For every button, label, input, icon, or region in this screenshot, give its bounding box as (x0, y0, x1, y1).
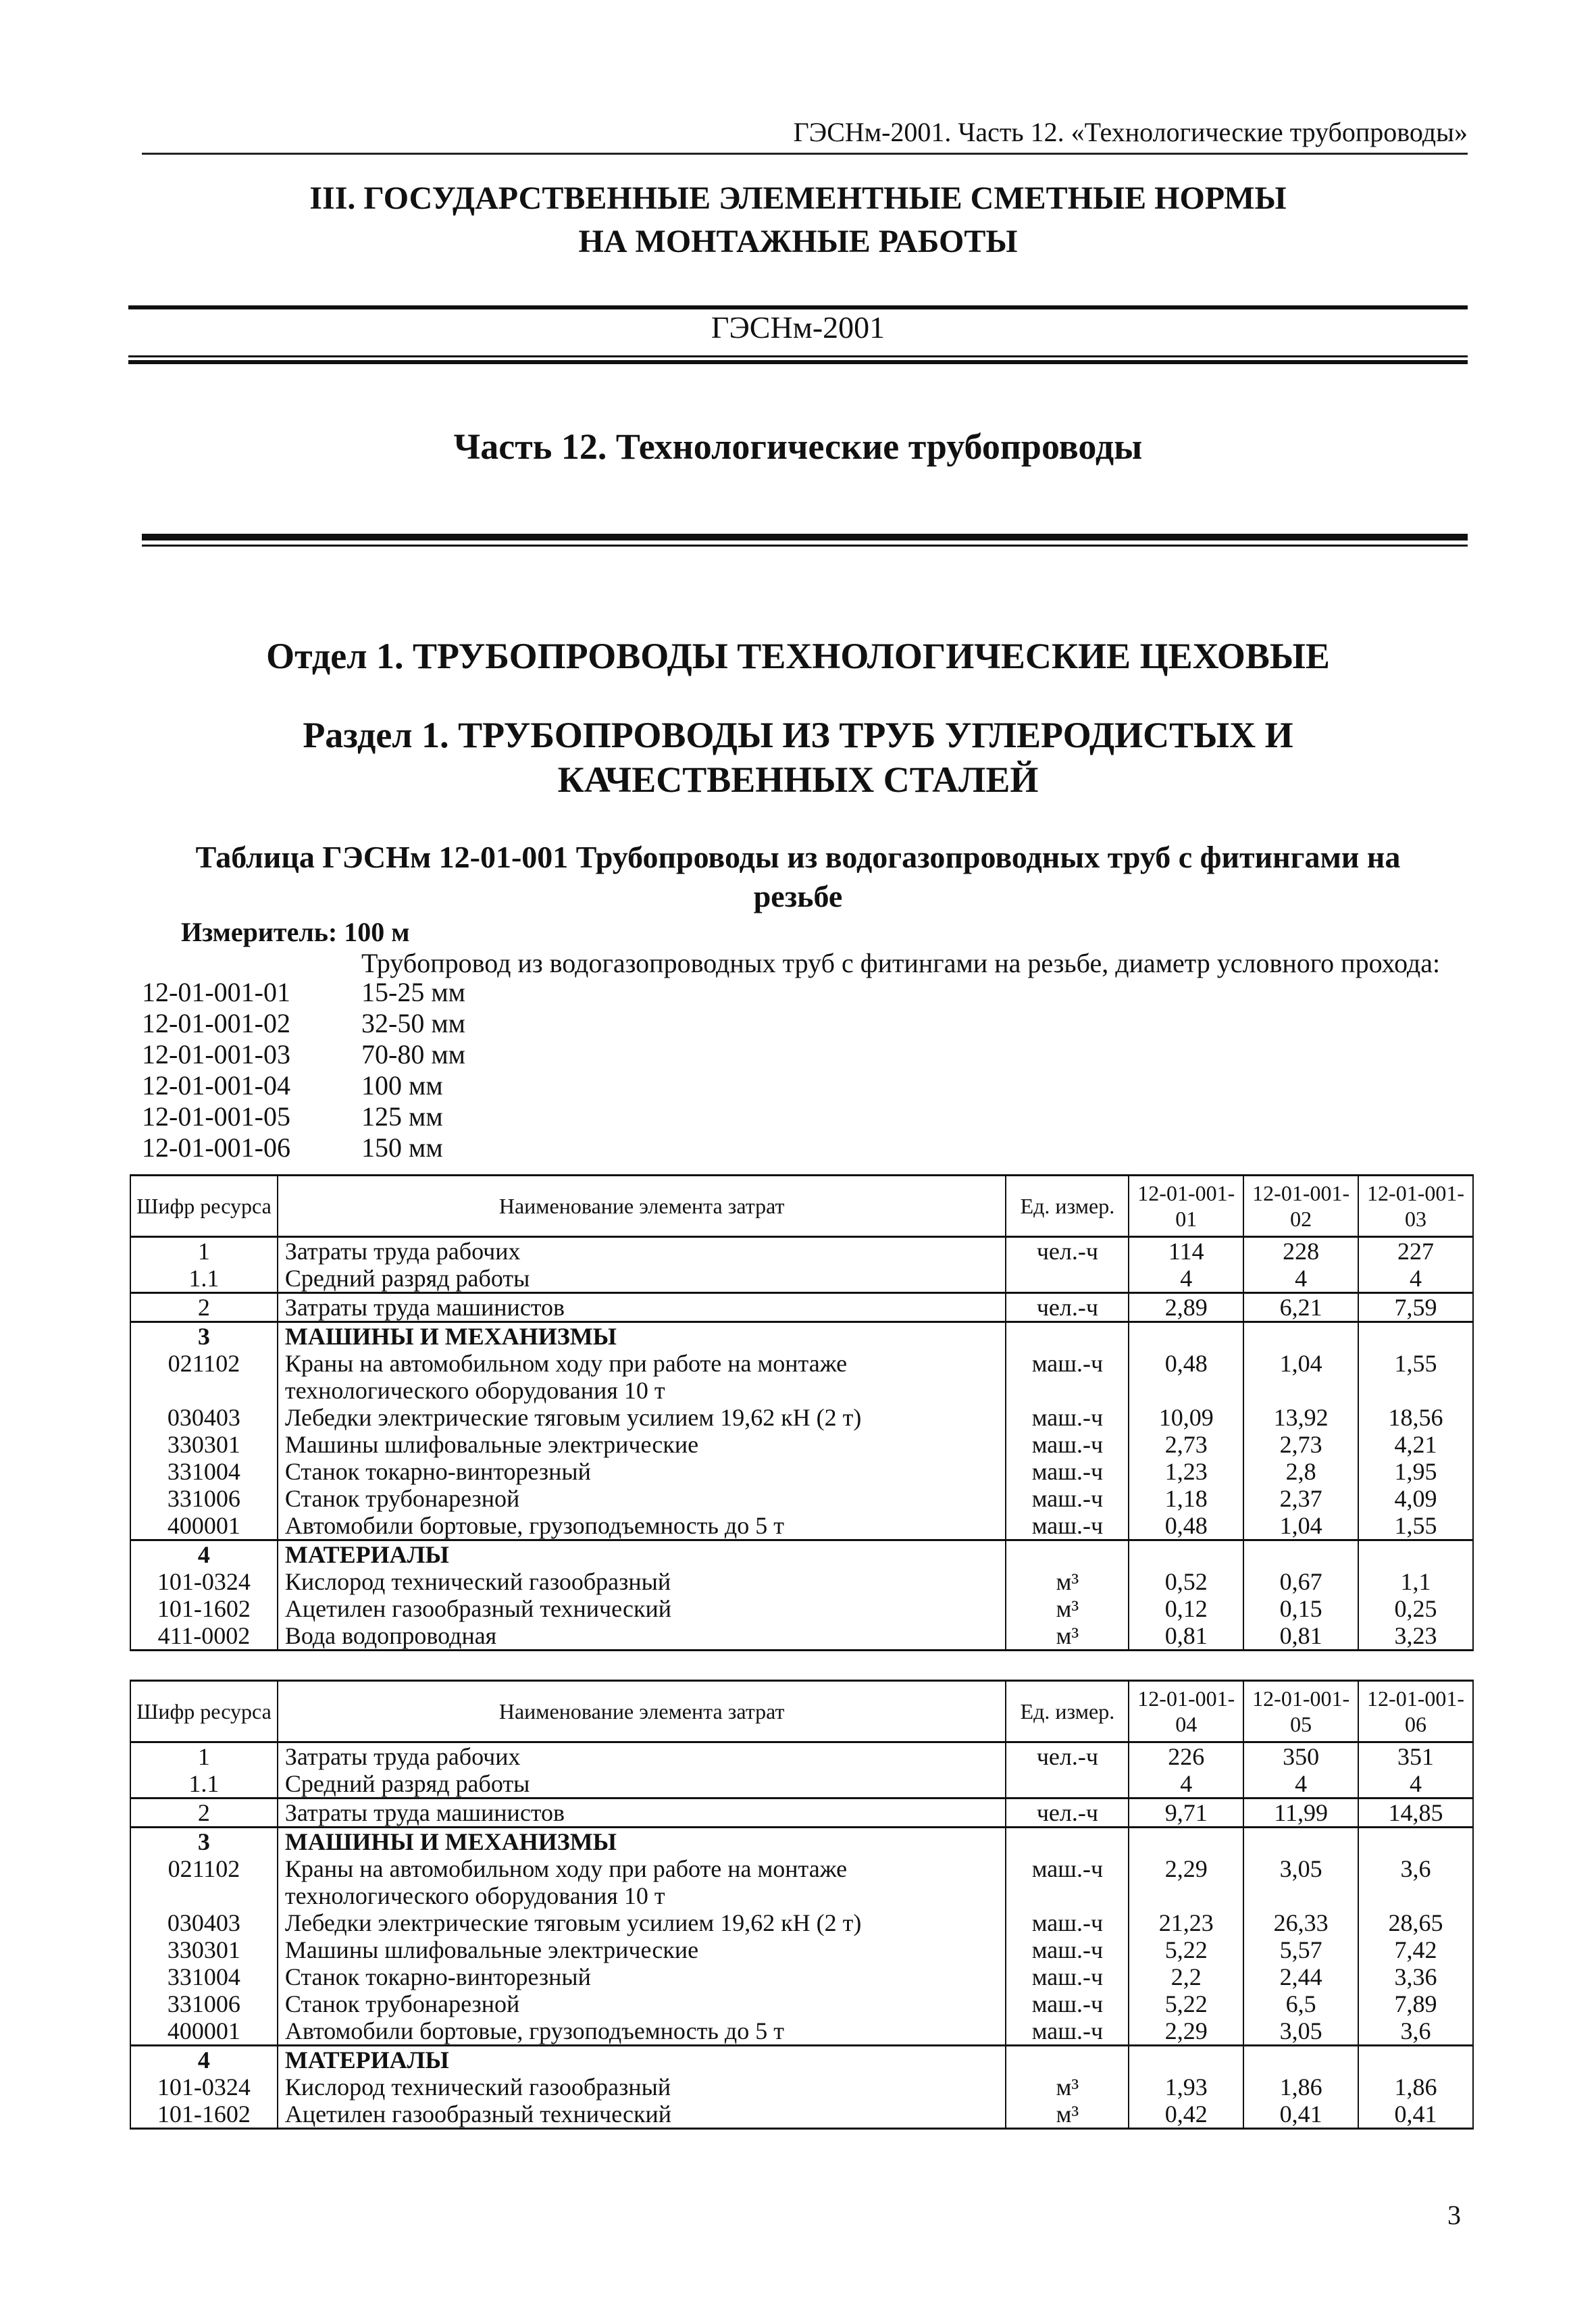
code: 12-01-001-06 (142, 1132, 290, 1163)
name-cell: Затраты труда рабочих (278, 1742, 1006, 1771)
value-cell: 9,71 (1129, 1799, 1243, 1828)
table-row (130, 1404, 1473, 1431)
unit-cell (1006, 1540, 1129, 1569)
razdel-line-2: КАЧЕСТВЕННЫХ СТАЛЕЙ (557, 759, 1039, 800)
code: 12-01-001-02 (142, 1008, 290, 1038)
value-cell: 3,05 (1243, 1855, 1358, 1909)
cipher-cell: 101-0324 (130, 2073, 278, 2101)
value-cell: 6,21 (1243, 1293, 1358, 1322)
unit-cell: маш.-ч (1006, 1963, 1129, 1990)
name-cell: Ацетилен газообразный технический (278, 2101, 1006, 2129)
unit-cell: маш.-ч (1006, 1990, 1129, 2017)
cipher-cell: 030403 (130, 1404, 278, 1431)
norm-table-2 (130, 1680, 1474, 2130)
value-cell: 1,04 (1243, 1512, 1358, 1540)
name-cell: Машины шлифовальные электрические (278, 1431, 1006, 1458)
name-cell: МАШИНЫ И МЕХАНИЗМЫ (278, 1828, 1006, 1856)
table-row (130, 1828, 1473, 1856)
table-row (130, 1568, 1473, 1595)
header-rule (142, 153, 1468, 155)
code-row (142, 1039, 465, 1070)
value-cell (1243, 1322, 1358, 1351)
value-cell: 0,25 (1358, 1595, 1473, 1622)
value-cell: 2,8 (1243, 1458, 1358, 1485)
cipher-cell: 331006 (130, 1990, 278, 2017)
unit-cell: чел.-ч (1006, 1742, 1129, 1771)
value-cell: 21,23 (1129, 1909, 1243, 1936)
value-cell: 1,95 (1358, 1458, 1473, 1485)
name-cell: Средний разряд работы (278, 1770, 1006, 1799)
unit-cell (1006, 1322, 1129, 1351)
unit-cell: маш.-ч (1006, 1458, 1129, 1485)
cipher-cell: 101-1602 (130, 1595, 278, 1622)
unit-cell: маш.-ч (1006, 1404, 1129, 1431)
header-name: Наименование элемента затрат (278, 1176, 1006, 1237)
name-cell: Средний разряд работы (278, 1265, 1006, 1293)
value-cell: 5,22 (1129, 1990, 1243, 2017)
cipher-cell: 021102 (130, 1350, 278, 1404)
unit-cell: маш.-ч (1006, 1512, 1129, 1540)
table-row (130, 1855, 1473, 1909)
value-cell: 18,56 (1358, 1404, 1473, 1431)
value-cell: 3,36 (1358, 1963, 1473, 1990)
value-cell: 0,41 (1358, 2101, 1473, 2129)
value-cell (1129, 2046, 1243, 2074)
cipher-cell: 1 (130, 1237, 278, 1265)
cipher-cell: 1 (130, 1742, 278, 1771)
table-row (130, 1265, 1473, 1293)
part-12-title: Часть 12. Технологические трубопроводы (453, 426, 1143, 467)
table-row (130, 1431, 1473, 1458)
name-cell: МАШИНЫ И МЕХАНИЗМЫ (278, 1322, 1006, 1351)
value-cell: 3,05 (1243, 2017, 1358, 2046)
table-row (130, 1742, 1473, 1771)
name-cell: Станок токарно-винторезный (278, 1963, 1006, 1990)
unit-cell (1006, 1828, 1129, 1856)
unit-cell: маш.-ч (1006, 1909, 1129, 1936)
value-cell: 4 (1243, 1265, 1358, 1293)
value-cell: 6,5 (1243, 1990, 1358, 2017)
part-title (0, 177, 1596, 263)
unit-cell: маш.-ч (1006, 1855, 1129, 1909)
value-cell: 0,15 (1243, 1595, 1358, 1622)
cipher-cell: 1.1 (130, 1770, 278, 1799)
value-cell: 3,6 (1358, 1855, 1473, 1909)
value-cell: 2,29 (1129, 1855, 1243, 1909)
value-cell: 5,22 (1129, 1936, 1243, 1963)
unit-cell: м³ (1006, 2101, 1129, 2129)
value-cell (1129, 1322, 1243, 1351)
unit-cell: маш.-ч (1006, 1936, 1129, 1963)
cipher-cell: 330301 (130, 1936, 278, 1963)
name-cell: МАТЕРИАЛЫ (278, 1540, 1006, 1569)
value-cell: 7,89 (1358, 1990, 1473, 2017)
table-row (130, 1540, 1473, 1569)
value-cell: 2,89 (1129, 1293, 1243, 1322)
value-cell: 3,23 (1358, 1622, 1473, 1651)
code: 12-01-001-03 (142, 1039, 290, 1070)
unit-cell: чел.-ч (1006, 1293, 1129, 1322)
cipher-cell: 101-1602 (130, 2101, 278, 2129)
value-cell (1243, 2046, 1358, 2074)
cipher-cell: 331006 (130, 1485, 278, 1512)
cipher-cell: 411-0002 (130, 1622, 278, 1651)
value-cell: 1,86 (1358, 2073, 1473, 2101)
unit-cell (1006, 1770, 1129, 1799)
value-cell: 0,81 (1243, 1622, 1358, 1651)
header-col-3: 12-01-001-06 (1358, 1681, 1473, 1742)
value-cell: 10,09 (1129, 1404, 1243, 1431)
table-title-line-2: резьбе (753, 879, 843, 913)
unit-cell: маш.-ч (1006, 1350, 1129, 1404)
cipher-cell: 3 (130, 1828, 278, 1856)
code-label: ГЭСНм-2001 (711, 310, 885, 345)
value-cell: 0,48 (1129, 1350, 1243, 1404)
cipher-cell: 331004 (130, 1458, 278, 1485)
table-row (130, 1936, 1473, 1963)
value-cell: 4,09 (1358, 1485, 1473, 1512)
name-cell: Краны на автомобильном ходу при работе на монтаже технологического оборудования 10 т (278, 1855, 1006, 1909)
name-cell: Автомобили бортовые, грузоподъемность до 5 т (278, 1512, 1006, 1540)
measure-unit: Измеритель: 100 м (181, 917, 410, 947)
table-row (130, 1485, 1473, 1512)
value-cell (1358, 2046, 1473, 2074)
value-cell: 0,67 (1243, 1568, 1358, 1595)
table-row (130, 1512, 1473, 1540)
value-cell: 350 (1243, 1742, 1358, 1771)
code-desc: 100 мм (361, 1070, 443, 1101)
unit-cell: чел.-ч (1006, 1799, 1129, 1828)
name-cell: Краны на автомобильном ходу при работе на монтаже технологического оборудования 10 т (278, 1350, 1006, 1404)
cipher-cell: 400001 (130, 1512, 278, 1540)
code-desc: 32-50 мм (361, 1008, 465, 1038)
table-row (130, 2017, 1473, 2046)
name-cell: Автомобили бортовые, грузоподъемность до 5 т (278, 2017, 1006, 2046)
value-cell: 4,21 (1358, 1431, 1473, 1458)
table-row (130, 1770, 1473, 1799)
value-cell: 7,42 (1358, 1936, 1473, 1963)
name-cell: Кислород технический газообразный (278, 1568, 1006, 1595)
thick-rule (142, 534, 1468, 540)
code-row (142, 1101, 465, 1132)
intro-text: Трубопровод из водогазопроводных труб с фитингами на резьбе, диаметр условного прохода: (361, 948, 1441, 978)
value-cell: 0,12 (1129, 1595, 1243, 1622)
header-col-2: 12-01-001-02 (1243, 1176, 1358, 1237)
razdel-line-1: Раздел 1. ТРУБОПРОВОДЫ ИЗ ТРУБ УГЛЕРОДИСТЫХ И (303, 715, 1293, 755)
header-unit: Ед. измер. (1006, 1681, 1129, 1742)
unit-cell: маш.-ч (1006, 1431, 1129, 1458)
section-title: Отдел 1. ТРУБОПРОВОДЫ ТЕХНОЛОГИЧЕСКИЕ ЦЕХОВЫЕ (266, 636, 1330, 676)
name-cell: Лебедки электрические тяговым усилием 19,62 кН (2 т) (278, 1909, 1006, 1936)
unit-cell: м³ (1006, 1622, 1129, 1651)
name-cell: Лебедки электрические тяговым усилием 19,62 кН (2 т) (278, 1404, 1006, 1431)
value-cell: 4 (1129, 1265, 1243, 1293)
value-cell: 1,04 (1243, 1350, 1358, 1404)
value-cell: 13,92 (1243, 1404, 1358, 1431)
header-unit: Ед. измер. (1006, 1176, 1129, 1237)
table-row (130, 1963, 1473, 1990)
code-desc: 15-25 мм (361, 977, 465, 1007)
value-cell (1358, 1828, 1473, 1856)
value-cell: 228 (1243, 1237, 1358, 1265)
cipher-cell: 021102 (130, 1855, 278, 1909)
header-col-1: 12-01-001-01 (1129, 1176, 1243, 1237)
table-row (130, 1990, 1473, 2017)
value-cell: 0,48 (1129, 1512, 1243, 1540)
code-desc: 70-80 мм (361, 1039, 465, 1070)
table-row (130, 1909, 1473, 1936)
value-cell: 2,29 (1129, 2017, 1243, 2046)
value-cell: 351 (1358, 1742, 1473, 1771)
cipher-cell: 030403 (130, 1909, 278, 1936)
value-cell: 7,59 (1358, 1293, 1473, 1322)
value-cell: 1,1 (1358, 1568, 1473, 1595)
code-rule-bottom-1 (128, 355, 1468, 357)
cipher-cell: 101-0324 (130, 1568, 278, 1595)
value-cell: 0,41 (1243, 2101, 1358, 2129)
header-cipher: Шифр ресурса (130, 1176, 278, 1237)
name-cell: Затраты труда рабочих (278, 1237, 1006, 1265)
name-cell: Станок трубонарезной (278, 1990, 1006, 2017)
value-cell: 4 (1358, 1770, 1473, 1799)
unit-cell (1006, 2046, 1129, 2074)
cipher-cell: 2 (130, 1293, 278, 1322)
name-cell: МАТЕРИАЛЫ (278, 2046, 1006, 2074)
value-cell: 4 (1358, 1265, 1473, 1293)
unit-cell: маш.-ч (1006, 2017, 1129, 2046)
value-cell: 2,73 (1129, 1431, 1243, 1458)
value-cell: 0,52 (1129, 1568, 1243, 1595)
value-cell: 2,44 (1243, 1963, 1358, 1990)
thin-rule (142, 545, 1468, 547)
table-row (130, 2046, 1473, 2074)
value-cell: 227 (1358, 1237, 1473, 1265)
header-col-1: 12-01-001-04 (1129, 1681, 1243, 1742)
value-cell: 2,37 (1243, 1485, 1358, 1512)
code-row (142, 1070, 465, 1101)
value-cell: 1,18 (1129, 1485, 1243, 1512)
value-cell: 3,6 (1358, 2017, 1473, 2046)
unit-cell: м³ (1006, 2073, 1129, 2101)
value-cell: 28,65 (1358, 1909, 1473, 1936)
code-rule-bottom-2 (128, 360, 1468, 364)
code: 12-01-001-01 (142, 977, 290, 1007)
table-row (130, 2101, 1473, 2129)
unit-cell: чел.-ч (1006, 1237, 1129, 1265)
header-col-3: 12-01-001-03 (1358, 1176, 1473, 1237)
table-header-row (130, 1176, 1473, 1237)
part-title-line-2: НА МОНТАЖНЫЕ РАБОТЫ (578, 224, 1018, 259)
code: 12-01-001-04 (142, 1070, 290, 1101)
cipher-cell: 2 (130, 1799, 278, 1828)
norm-table-1 (130, 1174, 1474, 1651)
unit-cell: м³ (1006, 1568, 1129, 1595)
value-cell: 226 (1129, 1742, 1243, 1771)
name-cell: Ацетилен газообразный технический (278, 1595, 1006, 1622)
value-cell: 5,57 (1243, 1936, 1358, 1963)
value-cell: 4 (1243, 1770, 1358, 1799)
header-name: Наименование элемента затрат (278, 1681, 1006, 1742)
code-desc: 125 мм (361, 1101, 443, 1132)
name-cell: Машины шлифовальные электрические (278, 1936, 1006, 1963)
value-cell (1243, 1828, 1358, 1856)
name-cell: Станок токарно-винторезный (278, 1458, 1006, 1485)
cipher-cell: 1.1 (130, 1265, 278, 1293)
table-header-row (130, 1681, 1473, 1742)
value-cell (1129, 1540, 1243, 1569)
code-row (142, 1008, 465, 1039)
value-cell (1243, 1540, 1358, 1569)
value-cell: 11,99 (1243, 1799, 1358, 1828)
code-row (142, 1132, 465, 1163)
cipher-cell: 3 (130, 1322, 278, 1351)
table-title (0, 838, 1596, 916)
value-cell: 0,42 (1129, 2101, 1243, 2129)
code-row (142, 977, 465, 1008)
value-cell: 114 (1129, 1237, 1243, 1265)
code: 12-01-001-05 (142, 1101, 290, 1132)
name-cell: Затраты труда машинистов (278, 1293, 1006, 1322)
cipher-cell: 331004 (130, 1963, 278, 1990)
value-cell: 26,33 (1243, 1909, 1358, 1936)
name-cell: Станок трубонарезной (278, 1485, 1006, 1512)
running-head: ГЭСНм-2001. Часть 12. «Технологические трубопроводы» (793, 117, 1468, 147)
unit-cell: маш.-ч (1006, 1485, 1129, 1512)
table-row (130, 1458, 1473, 1485)
value-cell: 2,2 (1129, 1963, 1243, 1990)
code-list (142, 977, 465, 1163)
table-row (130, 1799, 1473, 1828)
value-cell (1358, 1540, 1473, 1569)
unit-cell (1006, 1265, 1129, 1293)
table-row (130, 1622, 1473, 1651)
table-row (130, 1595, 1473, 1622)
table-row (130, 2073, 1473, 2101)
value-cell: 0,81 (1129, 1622, 1243, 1651)
name-cell: Кислород технический газообразный (278, 2073, 1006, 2101)
unit-cell: м³ (1006, 1595, 1129, 1622)
table-title-line-1: Таблица ГЭСНм 12-01-001 Трубопроводы из водогазопроводных труб с фитингами на (195, 840, 1401, 874)
page-number: 3 (1447, 2200, 1461, 2230)
name-cell: Вода водопроводная (278, 1622, 1006, 1651)
value-cell: 14,85 (1358, 1799, 1473, 1828)
value-cell: 1,55 (1358, 1512, 1473, 1540)
header-col-2: 12-01-001-05 (1243, 1681, 1358, 1742)
value-cell: 1,86 (1243, 2073, 1358, 2101)
value-cell (1358, 1322, 1473, 1351)
code-desc: 150 мм (361, 1132, 443, 1163)
cipher-cell: 400001 (130, 2017, 278, 2046)
value-cell: 1,55 (1358, 1350, 1473, 1404)
header-cipher: Шифр ресурса (130, 1681, 278, 1742)
table-row (130, 1293, 1473, 1322)
table-row (130, 1350, 1473, 1404)
value-cell: 1,23 (1129, 1458, 1243, 1485)
value-cell: 4 (1129, 1770, 1243, 1799)
value-cell: 2,73 (1243, 1431, 1358, 1458)
table-row (130, 1322, 1473, 1351)
razdel-title (0, 713, 1596, 802)
value-cell: 1,93 (1129, 2073, 1243, 2101)
name-cell: Затраты труда машинистов (278, 1799, 1006, 1828)
value-cell (1129, 1828, 1243, 1856)
table-row (130, 1237, 1473, 1265)
cipher-cell: 4 (130, 1540, 278, 1569)
part-title-line-1: III. ГОСУДАРСТВЕННЫЕ ЭЛЕМЕНТНЫЕ СМЕТНЫЕ НОРМЫ (309, 180, 1287, 216)
cipher-cell: 330301 (130, 1431, 278, 1458)
cipher-cell: 4 (130, 2046, 278, 2074)
